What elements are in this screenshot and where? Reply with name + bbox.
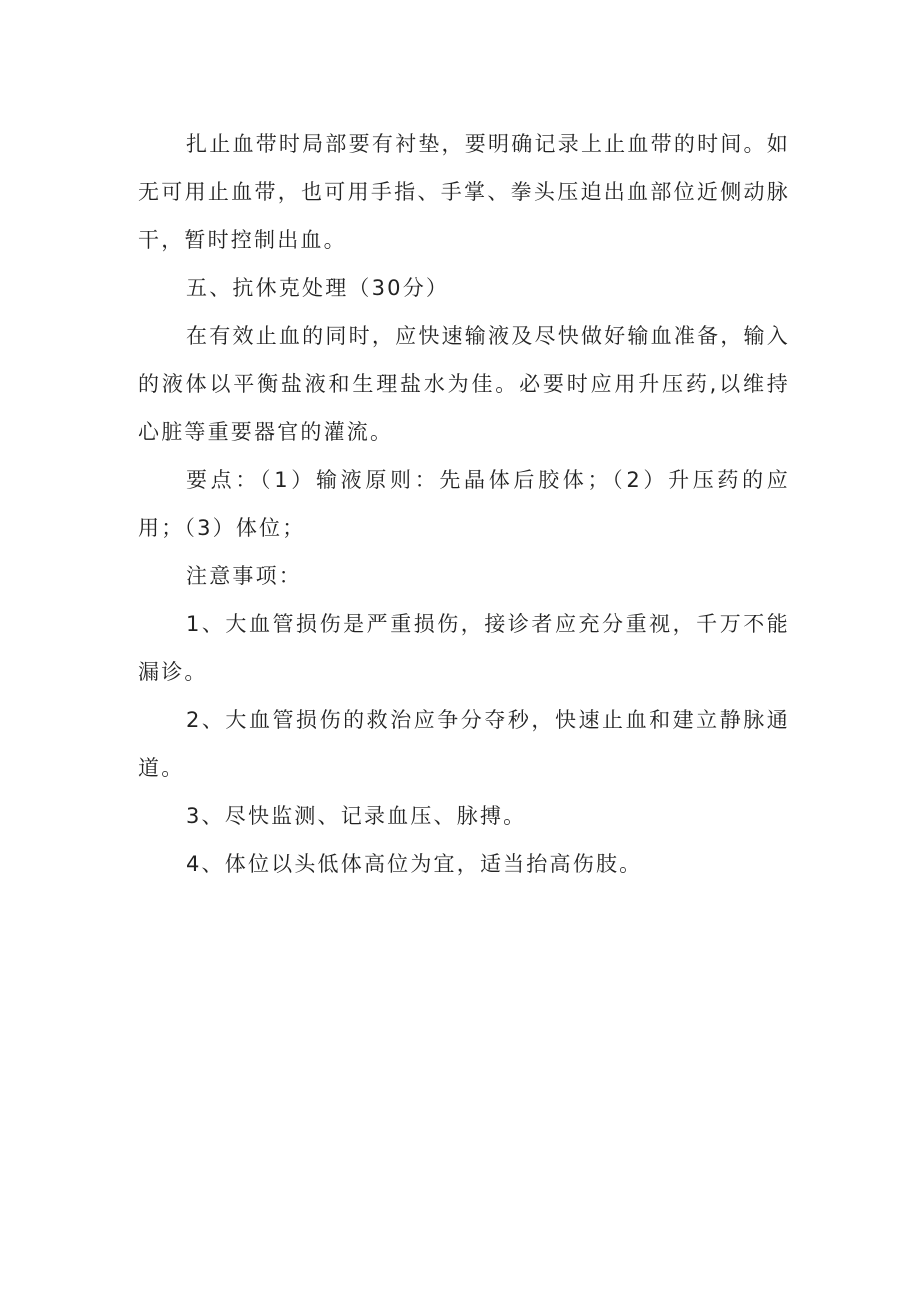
paragraph-key-points: 要点：（1）输液原则：先晶体后胶体；（2）升压药的应用；（3）体位； [138, 468, 790, 540]
section-heading-anti-shock: 五、抗休克处理（30分） [186, 276, 450, 300]
document-body [138, 120, 790, 888]
note-item-1: 1、大血管损伤是严重损伤，接诊者应充分重视，千万不能漏诊。 [138, 612, 790, 684]
notes-heading: 注意事项： [186, 564, 302, 588]
note-item-2: 2、大血管损伤的救治应争分夺秒，快速止血和建立静脉通道。 [138, 708, 790, 780]
note-item-3: 3、尽快监测、记录血压、脉搏。 [186, 804, 527, 828]
paragraph-fluid-resuscitation: 在有效止血的同时，应快速输液及尽快做好输血准备，输入的液体以平衡盐液和生理盐水为佳。必要时应用升压药,以维持心脏等重要器官的灌流。 [138, 324, 790, 444]
note-item-4: 4、体位以头低体高位为宜，适当抬高伤肢。 [186, 852, 643, 876]
paragraph-tourniquet: 扎止血带时局部要有衬垫，要明确记录上止血带的时间。如无可用止血带，也可用手指、手掌、拳头压迫出血部位近侧动脉干，暂时控制出血。 [138, 132, 790, 252]
